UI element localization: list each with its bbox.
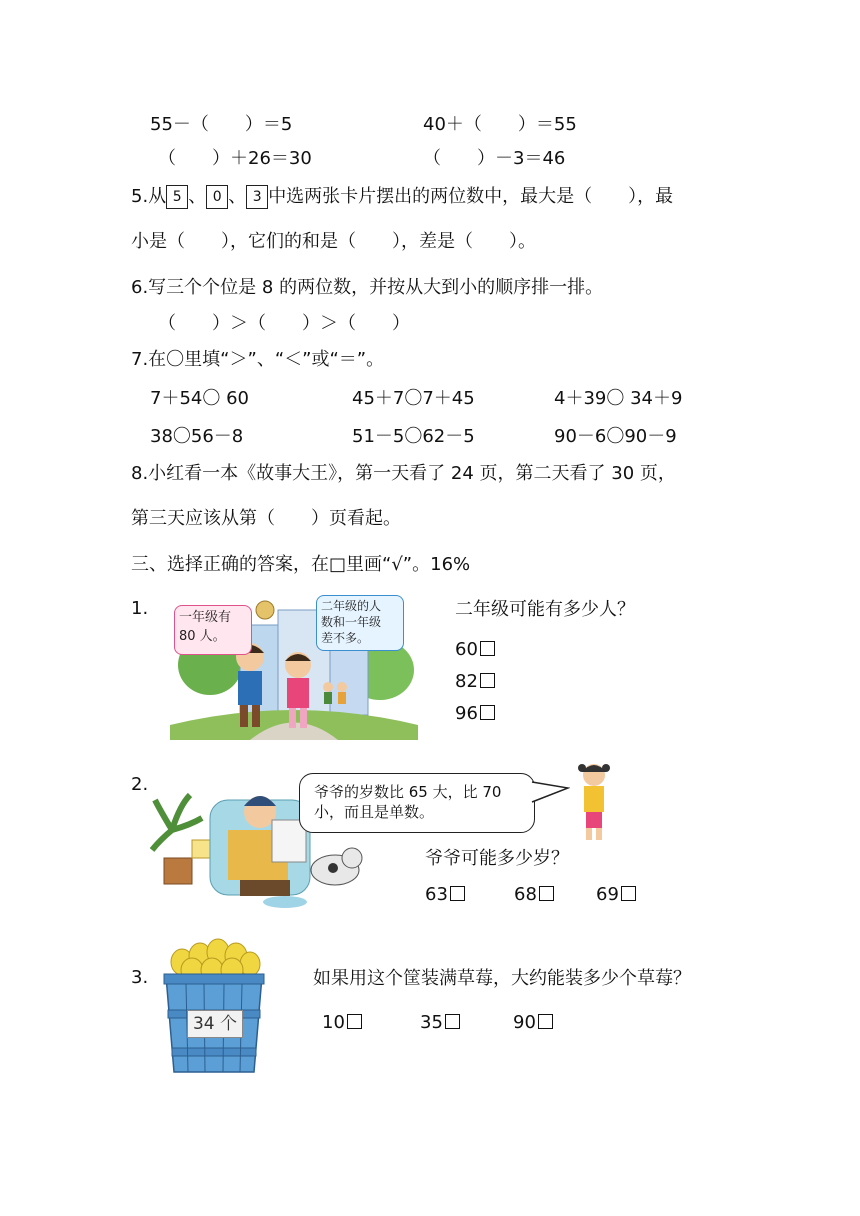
speech-bubble [299, 773, 535, 833]
question-7-title: 7.在〇里填“＞”、“＜”或“＝”。 [131, 349, 385, 370]
equation-b: 40＋（ ）＝55 [423, 114, 577, 135]
digit-card-5: 5 [166, 185, 188, 209]
bubble-right-line3: 差不多。 [321, 631, 370, 645]
compare-1: 7＋54〇 60 [150, 388, 249, 409]
bubble-left [174, 605, 252, 655]
q5-sep: 、 [228, 186, 247, 207]
option-row [596, 883, 636, 907]
checkbox[interactable] [621, 886, 636, 901]
bubble-line1: 爷爷的岁数比 65 大，比 70 [314, 783, 502, 801]
q5-prefix: 5.从 [131, 186, 167, 207]
bubble-tail [530, 780, 570, 810]
bubble-line2: 小，而且是单数。 [314, 803, 435, 821]
checkbox[interactable] [539, 886, 554, 901]
compare-3: 4＋39〇 34＋9 [554, 388, 683, 409]
problem-3-number: 3. [131, 967, 149, 988]
bubble-right [316, 595, 404, 651]
problem-2-number: 2. [131, 774, 149, 795]
option-label: 96 [455, 703, 478, 724]
equation-a: 55－（ ）＝5 [150, 114, 293, 135]
question-5-line2: 小是（ ），它们的和是（ ），差是（ ）。 [131, 231, 536, 252]
pear-basket-illustration [160, 930, 268, 1078]
compare-5: 51－5〇62－5 [352, 426, 475, 447]
option-label: 68 [514, 884, 537, 905]
option-label: 69 [596, 884, 619, 905]
option-label: 90 [513, 1012, 536, 1033]
digit-card-3: 3 [246, 185, 268, 209]
problem-1-question: 二年级可能有多少人？ [455, 599, 635, 620]
question-5-line1 [131, 185, 673, 209]
girl-illustration [570, 760, 618, 842]
school-children-illustration [170, 595, 418, 740]
checkbox[interactable] [538, 1014, 553, 1029]
option-row [455, 638, 495, 662]
basket-label: 34 个 [187, 1010, 243, 1038]
option-row [322, 1011, 362, 1035]
option-row [425, 883, 465, 907]
bubble-right-line2: 数和一年级 [321, 615, 382, 629]
compare-4: 38〇56－8 [150, 426, 244, 447]
problem-3-question: 如果用这个筐装满草莓，大约能装多少个草莓？ [313, 968, 691, 989]
checkbox[interactable] [480, 705, 495, 720]
q5-sep: 、 [188, 186, 207, 207]
option-row [455, 670, 495, 694]
question-6-blanks: （ ）＞（ ）＞（ ） [158, 313, 410, 334]
option-row [455, 702, 495, 726]
option-label: 63 [425, 884, 448, 905]
bubble-left-line1: 一年级有 [179, 610, 232, 625]
digit-card-0: 0 [206, 185, 228, 209]
checkbox[interactable] [480, 673, 495, 688]
q5-line1-rest: 中选两张卡片摆出的两位数中，最大是（ ），最 [268, 186, 674, 207]
compare-6: 90－6〇90－9 [554, 426, 677, 447]
bubble-right-line1: 二年级的人 [321, 599, 382, 613]
option-row [514, 883, 554, 907]
equation-c: （ ）＋26＝30 [158, 148, 312, 169]
question-6: 6.写三个个位是 8 的两位数，并按从大到小的顺序排一排。 [131, 277, 604, 298]
option-row [513, 1011, 553, 1035]
problem-2-question: 爷爷可能多少岁？ [425, 848, 569, 869]
equation-d: （ ）－3＝46 [423, 148, 566, 169]
option-row [420, 1011, 460, 1035]
bubble-left-line2: 80 人。 [179, 629, 226, 644]
section-3-heading: 三、选择正确的答案，在□里画“√”。16% [131, 554, 471, 575]
checkbox[interactable] [480, 641, 495, 656]
checkbox[interactable] [445, 1014, 460, 1029]
option-label: 10 [322, 1012, 345, 1033]
question-8-line2: 第三天应该从第（ ）页看起。 [131, 508, 401, 529]
checkbox[interactable] [347, 1014, 362, 1029]
option-label: 82 [455, 671, 478, 692]
option-label: 35 [420, 1012, 443, 1033]
question-8-line1: 8.小红看一本《故事大王》，第一天看了 24 页，第二天看了 30 页， [131, 463, 676, 484]
compare-2: 45＋7〇7＋45 [352, 388, 475, 409]
checkbox[interactable] [450, 886, 465, 901]
option-label: 60 [455, 639, 478, 660]
problem-1-number: 1. [131, 598, 149, 619]
